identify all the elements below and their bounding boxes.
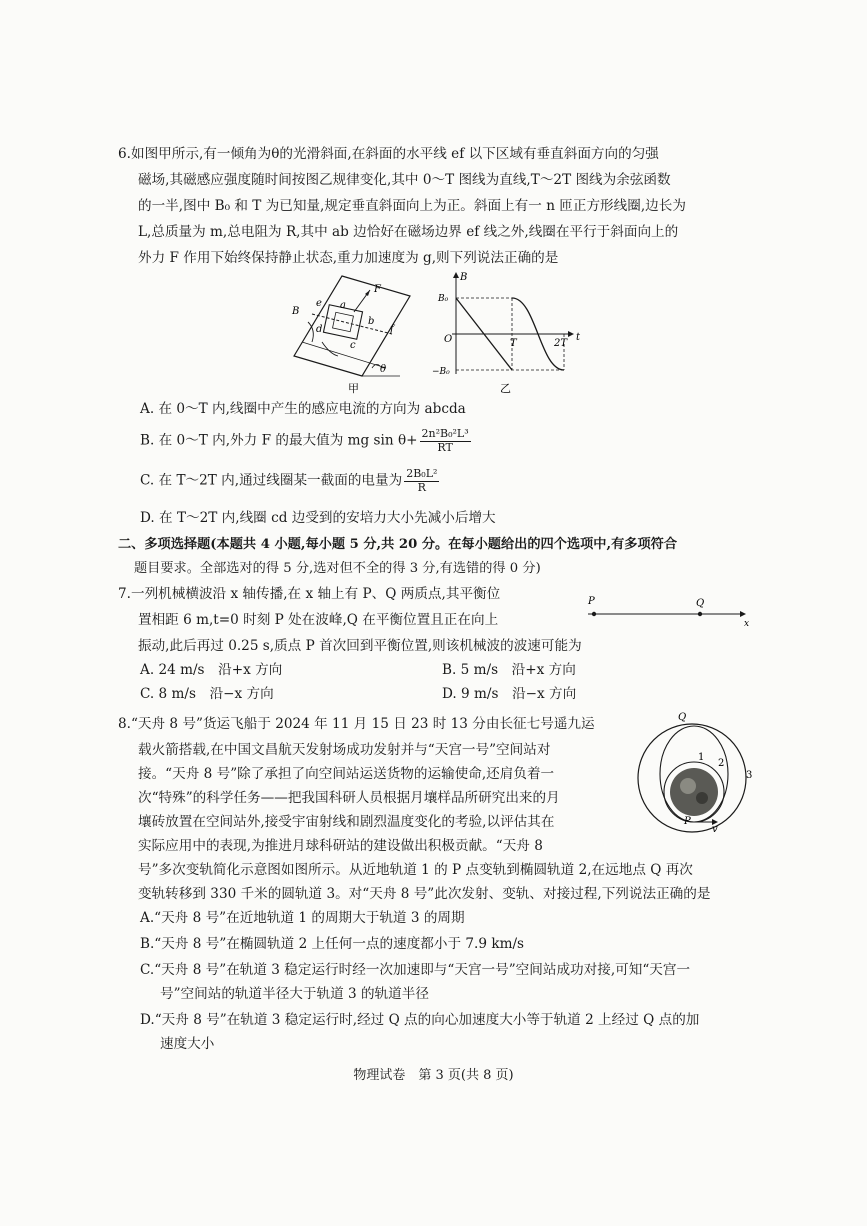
q8-line-1: 8.“天舟 8 号”货运飞船于 2024 年 11 月 15 日 23 时 13 分由长征七号遥九运 — [118, 716, 595, 732]
fig-yi-label-O: O — [444, 334, 453, 345]
q6-option-b-fraction — [420, 428, 471, 454]
q8-fig-label-3: 3 — [746, 770, 753, 781]
q7-fig-label-x: x — [744, 619, 750, 628]
q7-line-1: 7.一列机械横波沿 x 轴传播,在 x 轴上有 P、Q 两质点,其平衡位 — [118, 586, 501, 602]
q6-figure-yi — [432, 268, 592, 396]
fig-jia-label-a: a — [340, 300, 346, 311]
q6-option-d: D. 在 T～2T 内,线圈 cd 边受到的安培力大小先减小后增大 — [140, 510, 496, 526]
q8-fig-label-Q: Q — [678, 712, 687, 723]
fig-jia-label-theta: θ — [380, 364, 387, 375]
section2-heading-1: 二、多项选择题(本题共 4 小题,每小题 5 分,共 20 分。在每小题给出的四个选项中,有多项符合 — [118, 537, 678, 552]
q8-line-8: 变轨转移到 330 千米的圆轨道 3。对“天舟 8 号”此次发射、变轨、对接过程,下列说法正确的是 — [138, 886, 711, 902]
q8-fig-label-2: 2 — [718, 758, 725, 769]
q7-point-P — [592, 612, 596, 616]
q6-option-c-fraction — [404, 468, 439, 494]
q8-fig-label-1: 1 — [698, 752, 705, 763]
fig-jia-label-b: b — [368, 316, 375, 327]
q6-line-2: 磁场,其磁感应强度随时间按图乙规律变化,其中 0～T 图线为直线,T～2T 图线为余弦函数 — [138, 172, 671, 188]
fig-yi-label-t: t — [576, 332, 581, 343]
q8-line-4: 次“特殊”的科学任务——把我国科研人员根据月壤样品所研究出来的月 — [138, 790, 560, 806]
fig-jia-label-e: e — [316, 298, 322, 309]
q8-orbit-figure — [628, 708, 758, 836]
q6-line-5: 外力 F 作用下始终保持静止状态,重力加速度为 g,则下列说法正确的是 — [138, 250, 559, 266]
fig-jia-label-f: f — [390, 324, 394, 335]
q8-option-c-line-1: C.“天舟 8 号”在轨道 3 稳定运行时经一次加速即与“天宫一号”空间站成功对接,可知“天宫一 — [140, 962, 691, 978]
q8-line-7: 号”多次变轨简化示意图如图所示。从近地轨道 1 的 P 点变轨到椭圆轨道 2,在远地点 Q 再次 — [138, 862, 693, 878]
q8-line-3: 接。“天舟 8 号”除了承担了向空间站运送货物的运输使命,还肩负着一 — [138, 766, 555, 782]
q6-option-c-numerator: 2B₀L² — [406, 467, 438, 480]
q6-option-a: A. 在 0～T 内,线圈中产生的感应电流的方向为 abcda — [140, 401, 466, 417]
q6-figure-jia — [282, 268, 432, 396]
q6-option-c-denominator: R — [417, 480, 426, 494]
q7-fig-label-Q: Q — [696, 598, 705, 609]
fig-yi-caption: 乙 — [500, 382, 511, 395]
q8-option-c-line-2: 号”空间站的轨道半径大于轨道 3 的轨道半径 — [160, 986, 429, 1002]
fig-yi-label-2T: 2T — [554, 338, 568, 349]
q7-line-3: 振动,此后再过 0.25 s,质点 P 首次回到平衡位置,则该机械波的波速可能为 — [138, 638, 582, 654]
q7-line-2: 置相距 6 m,t=0 时刻 P 处在波峰,Q 在平衡位置且正在向上 — [138, 612, 499, 628]
q6-option-b-numerator: 2n²B₀²L³ — [421, 427, 469, 440]
q7-option-c: C. 8 m/s 沿−x 方向 — [140, 686, 274, 702]
q6-line-1: 6.如图甲所示,有一倾角为θ的光滑斜面,在斜面的水平线 ef 以下区域有垂直斜面方向的匀强 — [118, 146, 659, 162]
section2-heading-2: 题目要求。全部选对的得 5 分,选对但不全的得 3 分,有选错的得 0 分) — [134, 561, 541, 576]
q6-option-b-text: B. 在 0～T 内,外力 F 的最大值为 mg sin θ+ — [140, 432, 418, 449]
q6-option-b — [140, 428, 473, 454]
q8-option-d-line-2: 速度大小 — [160, 1036, 215, 1052]
q8-option-d-line-1: D.“天舟 8 号”在轨道 3 稳定运行时,经过 Q 点的向心加速度大小等于轨道 2 上经过 Q 点的加 — [140, 1012, 700, 1028]
q8-option-a: A.“天舟 8 号”在近地轨道 1 的周期大于轨道 3 的周期 — [140, 910, 465, 926]
q7-fig-label-P: P — [588, 596, 595, 607]
q7-option-a: A. 24 m/s 沿+x 方向 — [140, 662, 283, 678]
q8-fig-label-v: v — [712, 824, 718, 835]
q6-option-c-text: C. 在 T～2T 内,通过线圈某一截面的电量为 — [140, 472, 403, 489]
fig-yi-label-T: T — [510, 338, 517, 349]
fig-jia-caption: 甲 — [348, 382, 359, 395]
earth-icon — [670, 768, 718, 816]
q6-line-3: 的一半,图中 B₀ 和 T 为已知量,规定垂直斜面向上为正。斜面上有一 n 匝正方形线圈,边长为 — [138, 198, 686, 214]
fig-jia-label-c: c — [350, 340, 356, 351]
fig-jia-label-d: d — [316, 324, 323, 335]
q6-option-b-denominator: RT — [437, 440, 453, 454]
q7-point-Q — [698, 612, 702, 616]
q8-fig-label-P: P — [684, 816, 691, 827]
q8-line-5: 壤砖放置在空间站外,接受宇宙射线和剧烈温度变化的考验,以评估其在 — [138, 814, 555, 830]
fig-yi-label-negB0: −B₀ — [432, 367, 450, 377]
fig-yi-label-B: B — [460, 272, 468, 283]
q6-option-c — [140, 468, 441, 494]
q8-line-6: 实际应用中的表现,为推进月球科研站的建设做出积极贡献。“天舟 8 — [138, 838, 543, 854]
fig-jia-label-B: B — [292, 306, 300, 317]
q7-figure — [584, 592, 754, 628]
fig-jia-label-F: F — [374, 284, 381, 295]
q8-option-b: B.“天舟 8 号”在椭圆轨道 2 上任何一点的速度都小于 7.9 km/s — [140, 936, 525, 952]
q8-line-2: 载火箭搭载,在中国文昌航天发射场成功发射并与“天宫一号”空间站对 — [138, 742, 551, 758]
page-footer: 物理试卷 第 3 页(共 8 页) — [353, 1068, 514, 1083]
q7-option-d: D. 9 m/s 沿−x 方向 — [442, 686, 577, 702]
q7-option-b: B. 5 m/s 沿+x 方向 — [442, 662, 576, 678]
q6-line-4: L,总质量为 m,总电阻为 R,其中 ab 边恰好在磁场边界 ef 线之外,线圈在平行于斜面向上的 — [138, 224, 679, 240]
fig-yi-label-B0: B₀ — [438, 294, 449, 304]
